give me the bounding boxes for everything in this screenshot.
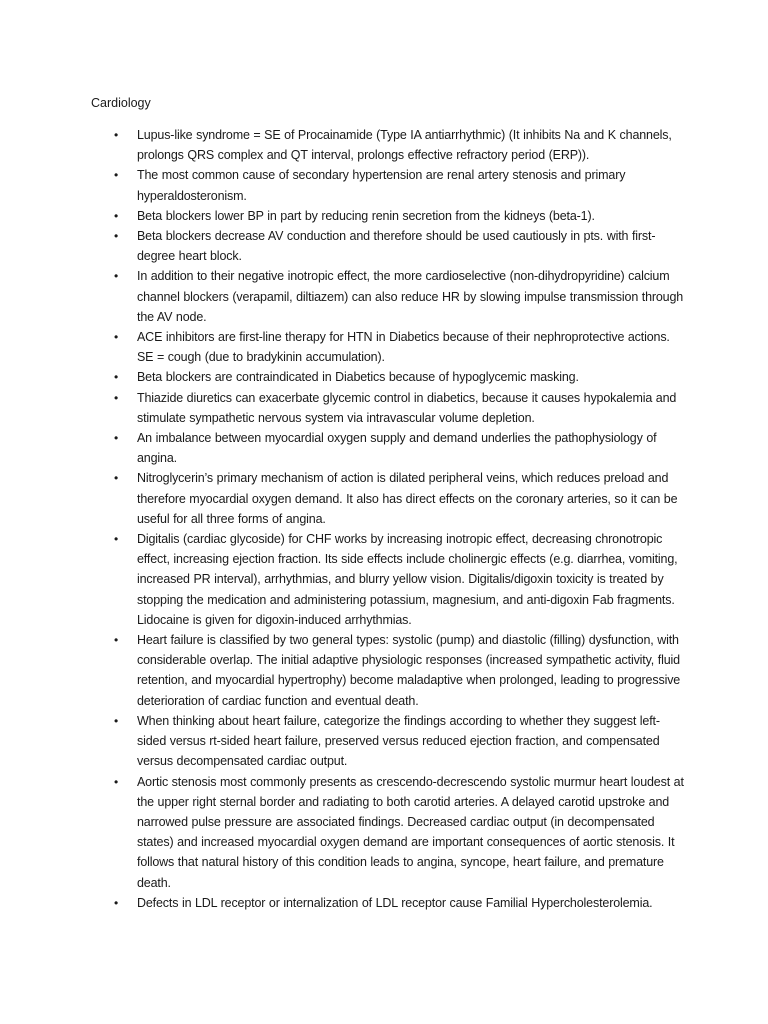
list-item-text: In addition to their negative inotropic effect, the more cardioselective (non-dihydropyridine) calcium channel blockers (verapamil, diltiazem) can also reduce HR by slowing impulse transmission through the AV node. bbox=[137, 269, 684, 324]
list-item bbox=[112, 388, 684, 428]
list-item bbox=[112, 772, 684, 893]
list-item bbox=[112, 468, 684, 529]
bullet-icon: • bbox=[114, 229, 119, 244]
list-item-text: Beta blockers lower BP in part by reducing renin secretion from the kidneys (beta-1). bbox=[137, 208, 595, 223]
list-item-text: An imbalance between myocardial oxygen supply and demand underlies the pathophysiology of angina. bbox=[137, 431, 657, 466]
list-item bbox=[112, 711, 684, 772]
list-item-text: The most common cause of secondary hypertension are renal artery stenosis and primary hyperaldosteronism. bbox=[137, 168, 626, 203]
list-item-text: When thinking about heart failure, categorize the findings according to whether they suggest left-sided versus rt-sided heart failure, preserved versus reduced ejection fraction, and compensated versus decompensated cardiac output. bbox=[137, 713, 660, 769]
page-title: Cardiology bbox=[91, 96, 151, 110]
bullet-icon: • bbox=[114, 208, 119, 223]
bullet-icon: • bbox=[114, 370, 119, 385]
bullet-icon: • bbox=[114, 532, 119, 547]
list-item-text: Aortic stenosis most commonly presents as crescendo-decrescendo systolic murmur heart loudest at the upper right sternal border and radiating to both carotid arteries. A delayed carotid upstroke and narrowed pulse pressure are associated findings. Decreased cardiac output (in decompensated states) and increased myocardial oxygen demand are important consequences of aortic stenosis. It follows that natural history of this condition leads to angina, syncope, heart failure, and premature death. bbox=[137, 774, 684, 890]
list-item bbox=[112, 125, 684, 165]
bullet-icon: • bbox=[114, 471, 119, 486]
list-item bbox=[112, 893, 684, 913]
list-item bbox=[112, 630, 684, 711]
list-item bbox=[112, 206, 684, 226]
list-item-text: Defects in LDL receptor or internalization of LDL receptor cause Familial Hypercholesterolemia. bbox=[137, 895, 653, 910]
bullet-icon: • bbox=[114, 633, 119, 648]
bullet-icon: • bbox=[114, 330, 119, 345]
list-item-text: Nitroglycerin’s primary mechanism of action is dilated peripheral veins, which reduces preload and therefore myocardial oxygen demand. It also has direct effects on the coronary arteries, so it can be useful for all three forms of angina. bbox=[137, 471, 678, 526]
list-item bbox=[112, 529, 684, 630]
bullet-icon: • bbox=[114, 431, 119, 446]
list-item-text: Digitalis (cardiac glycoside) for CHF works by increasing inotropic effect, decreasing chronotropic effect, increasing ejection fraction. Its side effects include cholinergic effects (e.g. diarrhea, vomiting, increased PR interval), arrhythmias, and blurry yellow vision. Digitalis/digoxin toxicity is treated by stopping the medication and administering potassium, magnesium, and anti-digoxin Fab fragments. Lidocaine is given for digoxin-induced arrhythmias. bbox=[137, 532, 678, 627]
list-item-text: Lupus-like syndrome = SE of Procainamide (Type IA antiarrhythmic) (It inhibits Na and K channels, prolongs QRS complex and QT interval, prolongs effective refractory period (ERP)). bbox=[137, 128, 672, 163]
bullet-icon: • bbox=[114, 269, 119, 284]
bullet-icon: • bbox=[114, 774, 119, 789]
list-item-text: Beta blockers decrease AV conduction and therefore should be used cautiously in pts. with first-degree heart block. bbox=[137, 229, 656, 264]
list-item-text: Heart failure is classified by two general types: systolic (pump) and diastolic (filling) dysfunction, with considerable overlap. The initial adaptive physiologic responses (increased sympathetic activity, fluid retention, and myocardial hypertrophy) become maladaptive when prolonged, leading to progressive deterioration of cardiac function and eventual death. bbox=[137, 633, 681, 708]
list-item-text: Thiazide diuretics can exacerbate glycemic control in diabetics, because it causes hypokalemia and stimulate sympathetic nervous system via intravascular volume depletion. bbox=[137, 390, 677, 425]
bullet-icon: • bbox=[114, 168, 119, 183]
bullet-icon: • bbox=[114, 390, 119, 405]
list-item bbox=[112, 165, 684, 205]
list-item-text: ACE inhibitors are first-line therapy for HTN in Diabetics because of their nephroprotective actions. SE = cough (due to bradykinin accumulation). bbox=[137, 330, 670, 365]
list-item bbox=[112, 367, 684, 387]
list-item bbox=[112, 327, 684, 367]
bullet-icon: • bbox=[114, 895, 119, 910]
bullet-icon: • bbox=[114, 713, 119, 728]
list-item bbox=[112, 428, 684, 468]
bullet-list bbox=[112, 125, 684, 913]
list-item-text: Beta blockers are contraindicated in Diabetics because of hypoglycemic masking. bbox=[137, 370, 579, 385]
bullet-icon: • bbox=[114, 128, 119, 142]
list-item bbox=[112, 226, 684, 266]
list-item bbox=[112, 266, 684, 327]
